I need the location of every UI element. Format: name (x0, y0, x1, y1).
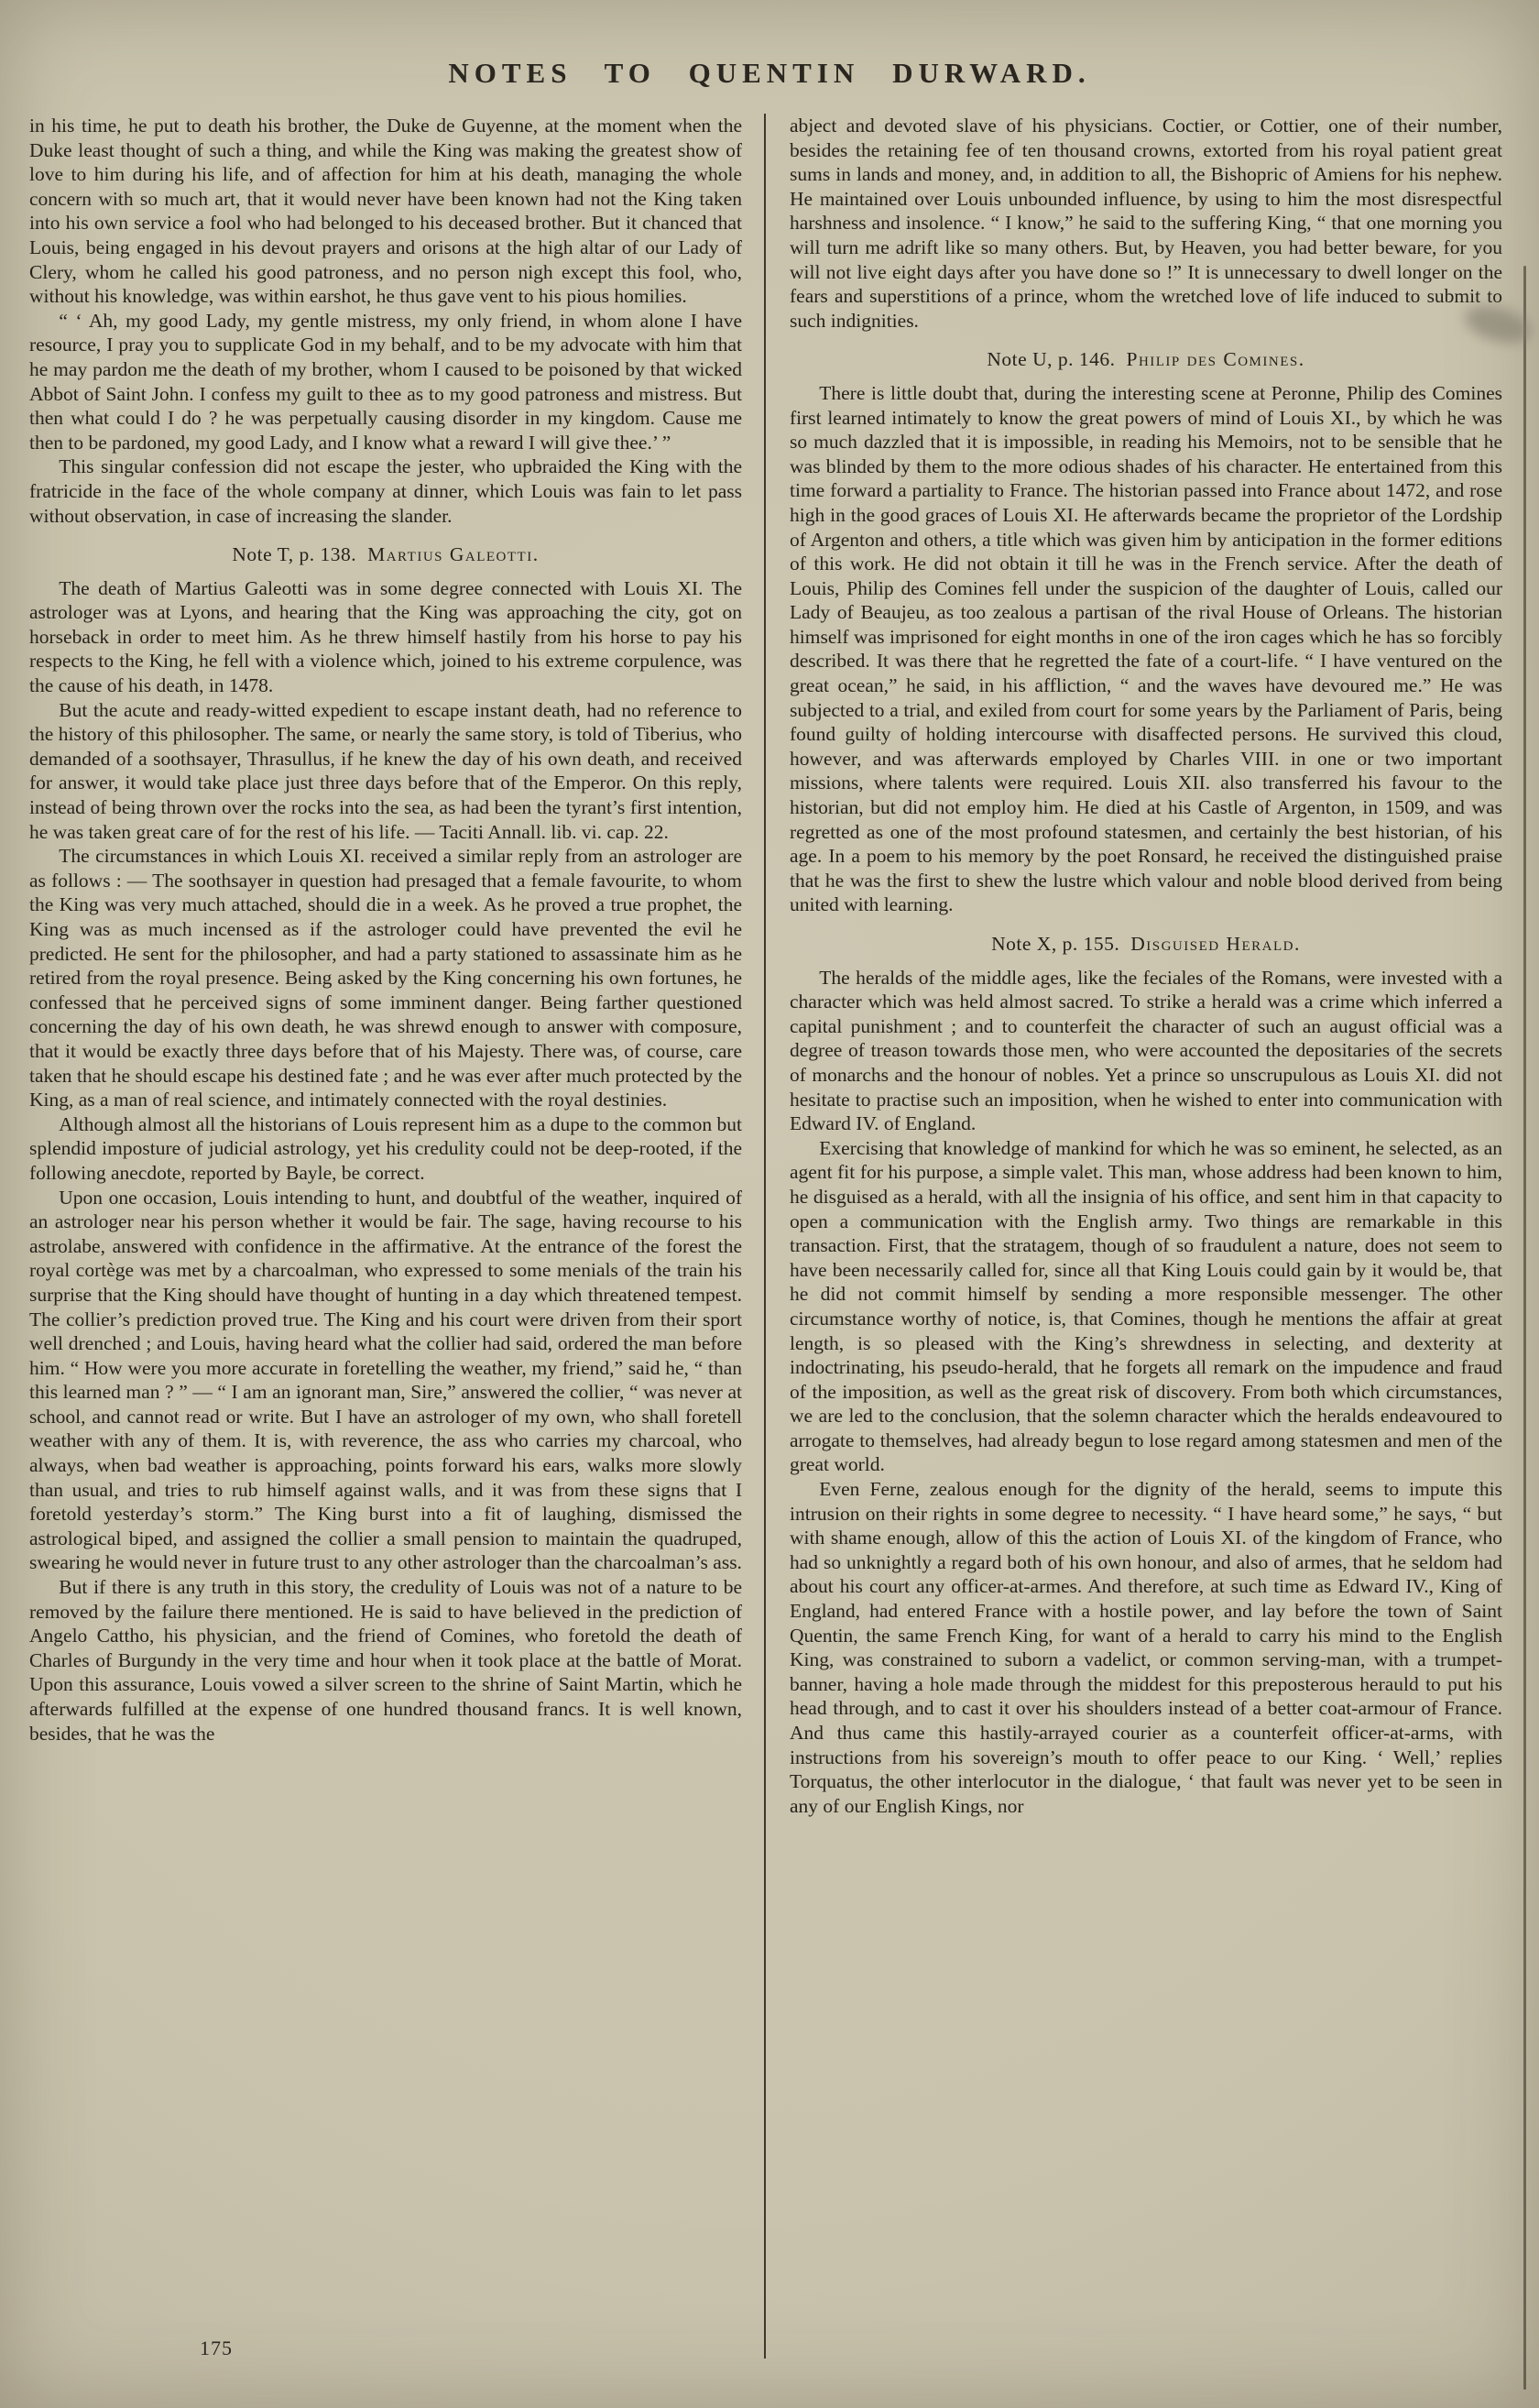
page-title: NOTES TO QUENTIN DURWARD. (448, 57, 1091, 89)
left-column (29, 114, 764, 2368)
paragraph: This singular confession did not escape the jester, who upbraided the King with the fratricide in the face of the whole company at dinner, which Louis was fain to let pass without observation, in case of increasing the slander. (29, 455, 742, 527)
note-heading (790, 932, 1502, 957)
page-edge-line (1523, 266, 1526, 2390)
note-reference: Note U, p. 146. (987, 348, 1116, 371)
paragraph: Exercising that knowledge of mankind for which he was so eminent, he selected, as an agent fit for his purpose, a simple valet. This man, whose address had been known to him, he disguised as a herald, with all the insignia of his office, and sent him in that capacity to open a communication with the English army. Two things are remarkable in this transaction. First, that the stratagem, though of so fraudulent a nature, does not seem to have been necessarily called for, since all that King Louis could gain by it would be, that he did not commit himself by sending a more responsible messenger. The other circumstance worthy of notice, is, that Comines, though he mentions the affair at great length, is so pleased with the King’s shrewdness in selecting, and dexterity at indoctrinating, his pseudo-herald, that he forgets all remark on the impudence and fraud of the imposition, as well as the great risk of discovery. From both which circumstances, we are led to the conclusion, that the solemn character which the heralds endeavoured to arrogate to themselves, had already begun to lose regard among statesmen and men of the great world. (790, 1136, 1502, 1476)
paragraph: in his time, he put to death his brother, the Duke de Guyenne, at the moment when the Duke least thought of such a thing, and while the King was making the greatest show of love to him during his life, and of affection for him at his death, managing the whole concern with so much art, that it would never have been known had not the King taken into his own service a fool who had belonged to his deceased brother. But it chanced that Louis, being engaged in his devout prayers and orisons at the high altar of our Lady of Clery, whom he called his good patroness, and no person nigh except this fool, who, without his knowledge, was within earshot, he thus gave vent to his pious homilies. (29, 115, 742, 308)
text-columns (29, 114, 1502, 2368)
paragraph: Although almost all the historians of Louis represent him as a dupe to the common but splendid imposture of judicial astrology, yet his credulity could not be deep-rooted, if the following anecdote, reported by Bayle, be correct. (29, 1112, 742, 1184)
paragraph: Upon one occasion, Louis intending to hunt, and doubtful of the weather, inquired of an astrologer near his person whether it would be fair. The sage, having recourse to his astrolabe, answered with confidence in the affirmative. At the entrance of the forest the royal cortège was met by a charcoalman, who expressed to some menials of the train his surprise that the King should have thought of hunting in a day which threatened tempest. The collier’s prediction proved true. The King and his court were driven from their sport well drenched ; and Louis, having heard what the collier had said, ordered the man before him. “ How were you more accurate in foretelling the weather, my friend,” said he, “ than this learned man ? ” — “ I am an ignorant man, Sire,” answered the collier, “ was never at school, and cannot read or write. But I have an astrologer of my own, who shall foretell weather with any of them. It is, with reverence, the ass who carries my charcoal, who always, when bad weather is approaching, points forward his ears, walks more slowly than usual, and tries to rub himself against walls, and it was from these signs that I foretold yesterday’s storm.” The King burst into a fit of laughing, dismissed the astrological biped, and assigned the collier a small pension to maintain the quadruped, swearing he would never in future trust to any other astrologer than the charcoalman’s ass. (29, 1186, 742, 1574)
note-reference: Note X, p. 155. (991, 933, 1120, 955)
note-title: Martius Galeotti. (367, 543, 540, 566)
right-column (766, 114, 1502, 2368)
note-title: Disguised Herald. (1130, 933, 1301, 955)
paragraph: There is little doubt that, during the interesting scene at Peronne, Philip des Comines first learned intimately to know the great powers of mind of Louis XI., by which he was so much dazzled that it is impossible, in reading his Memoirs, not to be sensible that he was blinded by them to the more odious shades of his character. He entertained from this time forward a partiality to France. The historian passed into France about 1472, and rose high in the good graces of Louis XI. He afterwards became the proprietor of the Lordship of Argenton and others, a title which was given him by anticipation in the former editions of this work. He did not obtain it till he was in the French service. After the death of Louis, Philip des Comines fell under the suspicion of the daughter of Louis, called our Lady of Beaujeu, as too zealous a partisan of the rival House of Orleans. The historian himself was imprisoned for eight months in one of the iron cages which he has so forcibly described. It was there that he regretted the fate of a court-life. “ I have ventured on the great ocean,” he said, in his affliction, “ and the waves have devoured me.” He was subjected to a trial, and exiled from court for some years by the Parliament of Paris, being found guilty of holding intercourse with disaffected persons. He survived this cloud, however, and was afterwards employed by Charles VIII. in one or two important missions, where talents were required. Louis XII. also transferred his favour to the historian, but did not employ him. He died at his Castle of Argenton, in 1509, and was regretted as one of the most profound statesmen, and certainly the best historian, of his age. In a poem to his memory by the poet Ronsard, he received the distinguished praise that he was the first to shew the lustre which valour and noble blood derived from being united with learning. (790, 381, 1502, 916)
page-number: 175 (200, 2337, 233, 2359)
paragraph: abject and devoted slave of his physicians. Coctier, or Cottier, one of their number, besides the retaining fee of ten thousand crowns, extorted from his royal patient great sums in lands and money, and, in addition to all, the Bishopric of Amiens for his nephew. He maintained over Louis unbounded influence, by using to him the most disrespectful harshness and insolence. “ I know,” he said to the suffering King, “ that one morning you will turn me adrift like so many others. But, by Heaven, you had better beware, for you will not live eight days after you have done so !” It is unnecessary to dwell longer on the fears and superstitions of a prince, whom the wretched love of life induced to submit to such indignities. (790, 115, 1502, 332)
note-heading (790, 347, 1502, 372)
note-reference: Note T, p. 138. (232, 543, 357, 566)
paragraph: The heralds of the middle ages, like the feciales of the Romans, were invested with a character which was held almost sacred. To strike a herald was a crime which inferred a capital punishment ; and to counterfeit the character of such an august official was a degree of treason towards those men, who were accounted the depositaries of the secrets of monarchs and the honour of nobles. Yet a prince so unscrupulous as Louis XI. did not hesitate to practise such an imposition, when he wished to enter into communication with Edward IV. of England. (790, 966, 1502, 1135)
paragraph: “ ‘ Ah, my good Lady, my gentle mistress, my only friend, in whom alone I have resource, I pray you to supplicate God in my behalf, and to be my advocate with him that he may pardon me the death of my brother, whom I caused to be poisoned by that wicked Abbot of Saint John. I confess my guilt to thee as to my good patroness and mistress. But then what could I do ? he was perpetually causing disorder in my kingdom. Cause me then to be pardoned, my good Lady, and I know what a reward I will give thee.’ ” (29, 309, 742, 454)
note-title: Philip des Comines. (1126, 348, 1305, 371)
paragraph: Even Ferne, zealous enough for the dignity of the herald, seems to impute this intrusion on their rights in some degree to necessity. “ I have heard some,” he says, “ but with shame enough, allow of this the action of Louis XI. of the kingdom of France, who had so unknightly a regard both of his own honour, and also of armes, that he seldom had about his court any officer-at-armes. And therefore, at such time as Edward IV., King of England, had entered France with a hostile power, and lay before the town of Saint Quentin, the same French King, for want of a herald to carry his mind to the English King, was constrained to suborn a vadelict, or common serving-man, with a trumpet-banner, having a hole made through the middest for this preposterous herauld to put his head through, and to cast it over his shoulders instead of a better coat-armour of France. And thus came this hastily-arrayed courier as a counterfeit officer-at-arms, with instructions from his sovereign’s mouth to offer peace to our King. ‘ Well,’ replies Torquatus, the other interlocutor in the dialogue, ‘ that fault was never yet to be seen in any of our English Kings, nor (790, 1478, 1502, 1817)
paragraph: But the acute and ready-witted expedient to escape instant death, had no reference to the history of this philosopher. The same, or nearly the same story, is told of Tiberius, who demanded of a soothsayer, Thrasullus, if he knew the day of his own death, and received for answer, it would take place just three days before that of the Emperor. On this reply, instead of being thrown over the rocks into the sea, as had been the tyrant’s first intention, he was taken great care of for the rest of his life. — Taciti Annall. lib. vi. cap. 22. (29, 698, 742, 843)
paragraph: But if there is any truth in this story, the credulity of Louis was not of a nature to be removed by the failure there mentioned. He is said to have believed in the prediction of Angelo Cattho, his physician, and the friend of Comines, who foretold the death of Charles of Burgundy in the very time and hour when it took place at the battle of Morat. Upon this assurance, Louis vowed a silver screen to the shrine of Saint Martin, which he afterwards fulfilled at the expense of one hundred thousand francs. It is well known, besides, that he was the (29, 1576, 742, 1745)
note-heading (29, 542, 742, 567)
paragraph: The death of Martius Galeotti was in some degree connected with Louis XI. The astrologer was at Lyons, and hearing that the King was approaching the city, got on horseback in order to meet him. As he threw himself hastily from his horse to pay his respects to the King, he fell with a violence which, joined to his extreme corpulence, was the cause of his death, in 1478. (29, 576, 742, 697)
paragraph: The circumstances in which Louis XI. received a similar reply from an astrologer are as follows : — The soothsayer in question had presaged that a female favourite, to whom the King was very much attached, should die in a week. As he proved a true prophet, the King was as much incensed as if the astrologer could have prevented the evil he predicted. He sent for the philosopher, and had a party stationed to assassinate him as he retired from the royal presence. Being asked by the King concerning his own fortunes, he confessed that he perceived signs of some imminent danger. Being farther questioned concerning the day of his own death, he was shrewd enough to answer with composure, that it would be exactly three days before that of his Majesty. There was, of course, care taken that he should escape his destined fate ; and he was ever after much protected by the King, as a man of real science, and intimately connected with the royal destinies. (29, 845, 742, 1111)
